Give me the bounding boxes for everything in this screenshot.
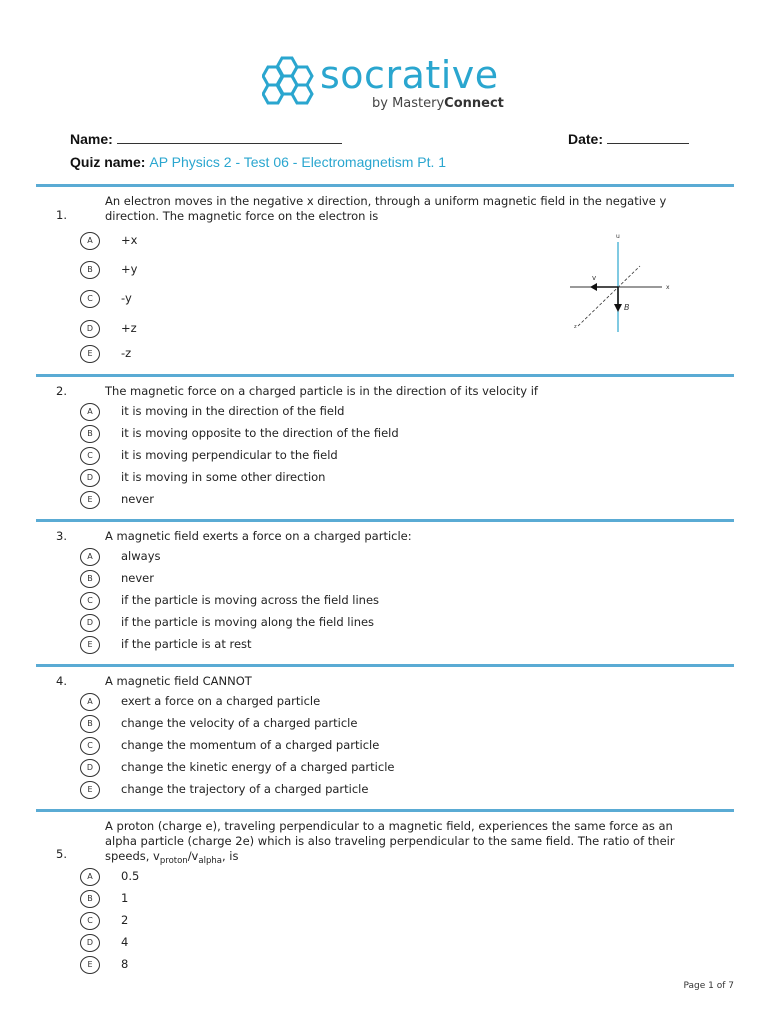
option-text: +z: [121, 321, 137, 335]
section-divider: [36, 184, 734, 187]
question-text: A magnetic field CANNOT: [105, 674, 252, 688]
vector-label: v: [592, 274, 597, 282]
bubble-d[interactable]: D: [80, 320, 100, 338]
option-text: if the particle is moving across the field lines: [121, 593, 380, 607]
option-text: +y: [121, 262, 138, 276]
bubble-e[interactable]: E: [80, 781, 100, 799]
option-text: it is moving opposite to the direction of the field: [121, 426, 399, 440]
name-field[interactable]: [70, 131, 342, 147]
option-text: it is moving in some other direction: [121, 470, 326, 484]
section-divider: [36, 809, 734, 812]
bubble-a[interactable]: A: [80, 232, 100, 250]
bubble-a[interactable]: A: [80, 868, 100, 886]
option-text: change the velocity of a charged particle: [121, 716, 358, 730]
axis-label: z: [574, 324, 577, 330]
bubble-b[interactable]: B: [80, 890, 100, 908]
option-text: never: [121, 492, 154, 506]
bubble-d[interactable]: D: [80, 614, 100, 632]
option-text: change the kinetic energy of a charged particle: [121, 760, 395, 774]
hexagon-logo-icon: [262, 54, 318, 110]
question-text: A magnetic field exerts a force on a charged particle:: [105, 529, 412, 543]
bubble-d[interactable]: D: [80, 759, 100, 777]
bubble-b[interactable]: B: [80, 425, 100, 443]
option-text: it is moving perpendicular to the field: [121, 448, 338, 462]
option-text: +x: [121, 233, 138, 247]
option-text: 8: [121, 957, 129, 971]
date-field[interactable]: [568, 131, 689, 147]
option-text: if the particle is moving along the field lines: [121, 615, 375, 629]
date-label: Date:: [568, 131, 604, 147]
quiz-name-label: Quiz name:: [70, 154, 146, 170]
bubble-c[interactable]: C: [80, 447, 100, 465]
page-number: Page 1 of 7: [683, 981, 734, 991]
question-number: 5.: [56, 847, 67, 861]
bubble-e[interactable]: E: [80, 345, 100, 363]
bubble-d[interactable]: D: [80, 934, 100, 952]
option-text: 0.5: [121, 869, 140, 883]
date-blank[interactable]: [607, 131, 689, 144]
bubble-a[interactable]: A: [80, 693, 100, 711]
field-diagram: [564, 230, 684, 334]
brand-subtitle: by MasteryConnect: [372, 96, 504, 111]
name-label: Name:: [70, 131, 113, 147]
bubble-e[interactable]: E: [80, 636, 100, 654]
question-number: 1.: [56, 208, 67, 222]
option-text: 1: [121, 891, 129, 905]
bubble-d[interactable]: D: [80, 469, 100, 487]
bubble-e[interactable]: E: [80, 956, 100, 974]
option-text: it is moving in the direction of the field: [121, 404, 345, 418]
bubble-a[interactable]: A: [80, 403, 100, 421]
option-text: -z: [121, 346, 132, 360]
option-text: 2: [121, 913, 129, 927]
axis-label: u: [616, 233, 620, 240]
question-text: A proton (charge e), traveling perpendicular to a magnetic field, experiences the same force as an alpha particle (charge 2e) which is also traveling perpendicular to the same field. The ratio of their speeds, $v_{proton}/v_{alpha}$, is: [105, 819, 675, 866]
option-text: 4: [121, 935, 129, 949]
vector-label: B: [624, 303, 630, 312]
option-text: if the particle is at rest: [121, 637, 252, 651]
option-text: never: [121, 571, 154, 585]
question-number: 4.: [56, 674, 67, 688]
question-text: An electron moves in the negative x direction, through a uniform magnetic field in the negative y direction. The magnetic force on the electron is: [105, 194, 667, 223]
section-divider: [36, 664, 734, 667]
option-text: -y: [121, 291, 132, 305]
option-text: exert a force on a charged particle: [121, 694, 321, 708]
bubble-c[interactable]: C: [80, 592, 100, 610]
bubble-c[interactable]: C: [80, 737, 100, 755]
bubble-a[interactable]: A: [80, 548, 100, 566]
bubble-e[interactable]: E: [80, 491, 100, 509]
brand-name: socrative: [320, 53, 499, 97]
question-number: 3.: [56, 529, 67, 543]
quiz-name-line: [70, 154, 446, 170]
question-number: 2.: [56, 384, 67, 398]
section-divider: [36, 374, 734, 377]
socrative-logo: [262, 52, 522, 116]
question-text: The magnetic force on a charged particle is in the direction of its velocity if: [105, 384, 538, 398]
bubble-c[interactable]: C: [80, 290, 100, 308]
option-text: change the trajectory of a charged particle: [121, 782, 369, 796]
option-text: always: [121, 549, 161, 563]
bubble-b[interactable]: B: [80, 715, 100, 733]
bubble-b[interactable]: B: [80, 570, 100, 588]
option-text: change the momentum of a charged particle: [121, 738, 380, 752]
axis-label: x: [666, 284, 670, 291]
name-blank[interactable]: [117, 131, 342, 144]
quiz-name: AP Physics 2 - Test 06 - Electromagnetism Pt. 1: [149, 154, 447, 170]
bubble-b[interactable]: B: [80, 261, 100, 279]
bubble-c[interactable]: C: [80, 912, 100, 930]
section-divider: [36, 519, 734, 522]
